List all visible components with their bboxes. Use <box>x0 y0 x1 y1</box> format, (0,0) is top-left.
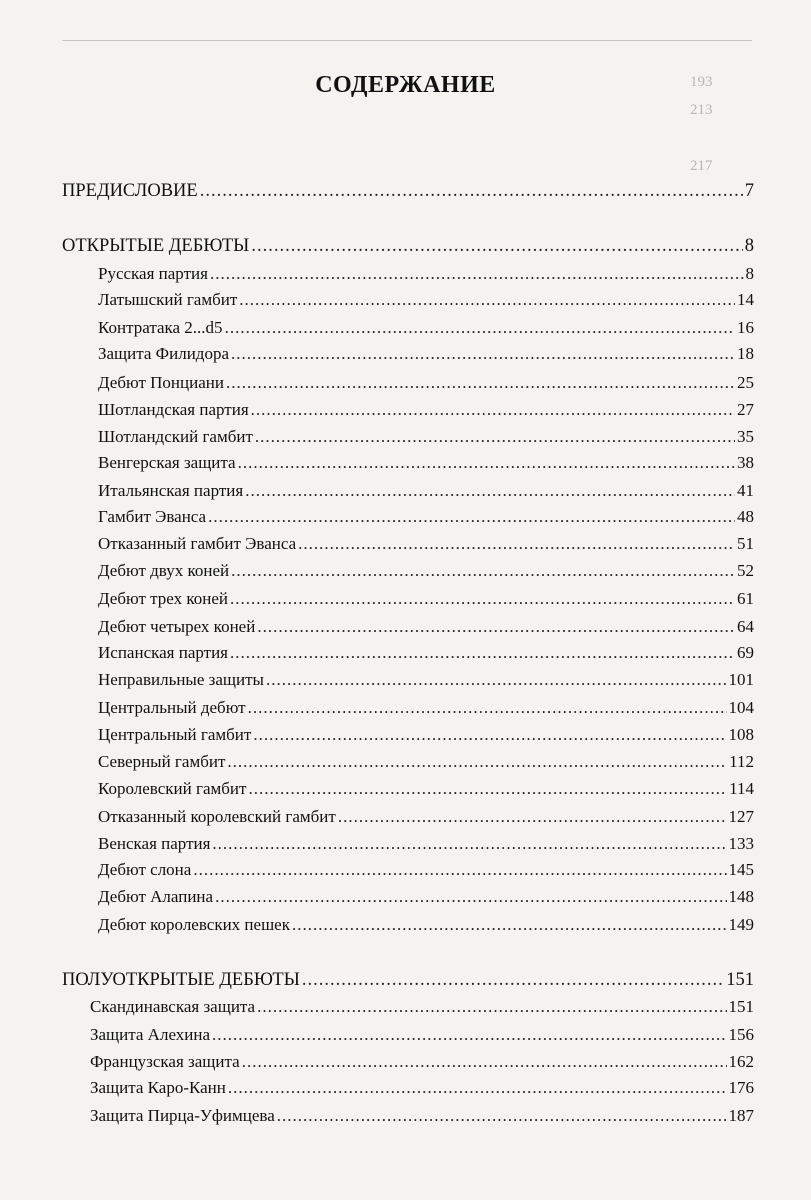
toc-entry-label: Шотландский гамбит <box>98 427 253 446</box>
dot-leader <box>257 617 735 637</box>
toc-item-row <box>98 290 754 310</box>
dot-leader <box>242 1052 727 1072</box>
dot-leader <box>212 834 726 854</box>
toc-page-number: 114 <box>729 779 754 798</box>
toc-item-row <box>98 807 754 827</box>
toc-item-row <box>98 752 754 772</box>
toc-page-number: 64 <box>737 617 754 636</box>
toc-entry-label: ПОЛУОТКРЫТЫЕ ДЕБЮТЫ <box>62 970 300 990</box>
toc-page-number: 148 <box>728 887 754 906</box>
bleed-through-numbers: 213 <box>690 102 713 118</box>
toc-entry-label: Скандинавская защита <box>90 997 256 1016</box>
dot-leader <box>231 561 735 581</box>
toc-page-number: 149 <box>728 915 754 934</box>
toc-item-row <box>98 561 754 581</box>
toc-item-row <box>98 860 754 880</box>
dot-leader <box>251 236 742 257</box>
toc-page-number: 14 <box>737 290 754 309</box>
bleed-through-numbers: 193 <box>690 74 713 90</box>
dot-leader <box>266 670 727 690</box>
toc-entry-label: Венская партия <box>98 834 211 853</box>
toc-page-number: 25 <box>737 373 754 392</box>
toc-item-row <box>98 507 754 527</box>
toc-item-row <box>98 453 754 473</box>
top-rule <box>62 40 752 41</box>
toc-item-row <box>98 264 754 284</box>
dot-leader <box>225 318 735 338</box>
dot-leader <box>230 589 735 609</box>
dot-leader <box>228 1078 727 1098</box>
toc-entry-label: Испанская партия <box>98 643 228 662</box>
toc-item-row <box>90 1106 754 1126</box>
toc-entry-label: Дебют слона <box>98 860 192 879</box>
dot-leader <box>253 725 726 745</box>
toc-entry-label: Дебют Понциани <box>98 373 224 392</box>
toc-item-row <box>90 1025 754 1045</box>
toc-page-number: 176 <box>728 1078 754 1097</box>
toc-page-number: 35 <box>737 427 754 446</box>
toc-entry-label: ОТКРЫТЫЕ ДЕБЮТЫ <box>62 236 250 256</box>
toc-item-row <box>98 643 754 663</box>
toc-entry-label: Русская партия <box>98 264 208 283</box>
toc-item-row <box>98 617 754 637</box>
dot-leader <box>208 507 735 527</box>
toc-entry-label: Французская защита <box>90 1052 240 1071</box>
toc-item-row <box>98 481 754 501</box>
toc-section-row <box>62 970 754 991</box>
toc-item-row <box>90 997 754 1017</box>
dot-leader <box>255 427 735 447</box>
dot-leader <box>227 752 727 772</box>
toc-entry-label: Дебют четырех коней <box>98 617 256 636</box>
dot-leader <box>238 453 735 473</box>
dot-leader <box>200 181 743 202</box>
toc-page-number: 8 <box>745 264 754 283</box>
dot-leader <box>215 887 726 907</box>
toc-item-row <box>98 373 754 393</box>
toc-item-row <box>98 400 754 420</box>
toc-entry-label: Дебют Алапина <box>98 887 214 906</box>
toc-entry-label: Отказанный гамбит Эванса <box>98 534 297 553</box>
toc-page-number: 127 <box>728 807 754 826</box>
toc-entry-label: ПРЕДИСЛОВИЕ <box>62 181 198 201</box>
toc-page-number: 61 <box>737 589 754 608</box>
toc-entry-label: Королевский гамбит <box>98 779 247 798</box>
toc-item-row <box>98 915 754 935</box>
toc-page-number: 38 <box>737 453 754 472</box>
toc-item-row <box>98 534 754 554</box>
dot-leader <box>292 915 727 935</box>
toc-page-number: 187 <box>728 1106 754 1125</box>
dot-leader <box>212 1025 726 1045</box>
toc-page-number: 104 <box>728 698 754 717</box>
toc-item-row <box>98 698 754 718</box>
toc-page-number: 8 <box>744 236 754 256</box>
toc-item-row <box>90 1052 754 1072</box>
toc-item-row <box>98 670 754 690</box>
toc-entry-label: Дебют королевских пешек <box>98 915 290 934</box>
dot-leader <box>277 1106 727 1126</box>
dot-leader <box>251 400 735 420</box>
toc-page-number: 156 <box>728 1025 754 1044</box>
toc-item-row <box>98 725 754 745</box>
toc-entry-label: Гамбит Эванса <box>98 507 207 526</box>
toc-item-row <box>98 427 754 447</box>
toc-page-number: 151 <box>728 997 754 1016</box>
toc-item-row <box>90 1078 754 1098</box>
dot-leader <box>210 264 744 284</box>
toc-page-number: 16 <box>737 318 754 337</box>
toc-page-number: 112 <box>729 752 754 771</box>
toc-entry-label: Неправильные защиты <box>98 670 264 689</box>
toc-page-number: 7 <box>744 181 754 201</box>
dot-leader <box>230 643 735 663</box>
toc-entry-label: Венгерская защита <box>98 453 236 472</box>
toc-entry-label: Центральный дебют <box>98 698 246 717</box>
toc-page-number: 51 <box>737 534 754 553</box>
toc-entry-label: Защита Филидора <box>98 344 229 363</box>
dot-leader <box>226 373 735 393</box>
dot-leader <box>239 290 735 310</box>
toc-page-number: 48 <box>737 507 754 526</box>
dot-leader <box>231 344 735 364</box>
toc-section-row <box>62 236 754 257</box>
dot-leader <box>248 698 727 718</box>
toc-item-row <box>98 344 754 364</box>
toc-page-number: 52 <box>737 561 754 580</box>
dot-leader <box>248 779 727 799</box>
toc-page-number: 41 <box>737 481 754 500</box>
toc-item-row <box>98 318 754 338</box>
toc-entry-label: Шотландская партия <box>98 400 249 419</box>
toc-page-number: 162 <box>728 1052 754 1071</box>
toc-item-row <box>98 834 754 854</box>
toc-item-row <box>98 887 754 907</box>
toc-entry-label: Итальянская партия <box>98 481 244 500</box>
toc-page-number: 27 <box>737 400 754 419</box>
dot-leader <box>298 534 735 554</box>
toc-entry-label: Защита Алехина <box>90 1025 211 1044</box>
toc-entry-label: Центральный гамбит <box>98 725 252 744</box>
toc-page-number: 145 <box>728 860 754 879</box>
toc-page-number: 69 <box>737 643 754 662</box>
dot-leader <box>257 997 726 1017</box>
dot-leader <box>302 970 724 991</box>
toc-entry-label: Дебют двух коней <box>98 561 230 580</box>
toc-entry-label: Отказанный королевский гамбит <box>98 807 336 826</box>
toc-page-number: 133 <box>728 834 754 853</box>
toc-entry-label: Северный гамбит <box>98 752 226 771</box>
toc-entry-label: Латышский гамбит <box>98 290 238 309</box>
toc-entry-label: Защита Каро-Канн <box>90 1078 226 1097</box>
dot-leader <box>193 860 726 880</box>
page-title: СОДЕРЖАНИЕ <box>315 72 496 98</box>
toc-item-row <box>98 779 754 799</box>
toc-page-number: 101 <box>728 670 754 689</box>
toc-page-number: 108 <box>728 725 754 744</box>
toc-page-number: 151 <box>726 970 754 990</box>
toc-entry-label: Дебют трех коней <box>98 589 228 608</box>
bleed-through-numbers: 217 <box>690 158 713 174</box>
toc-page-number: 18 <box>737 344 754 363</box>
toc-item-row <box>98 589 754 609</box>
dot-leader <box>245 481 735 501</box>
toc-section-row <box>62 181 754 202</box>
toc-entry-label: Защита Пирца-Уфимцева <box>90 1106 275 1125</box>
dot-leader <box>338 807 727 827</box>
toc-entry-label: Контратака 2...d5 <box>98 318 223 337</box>
